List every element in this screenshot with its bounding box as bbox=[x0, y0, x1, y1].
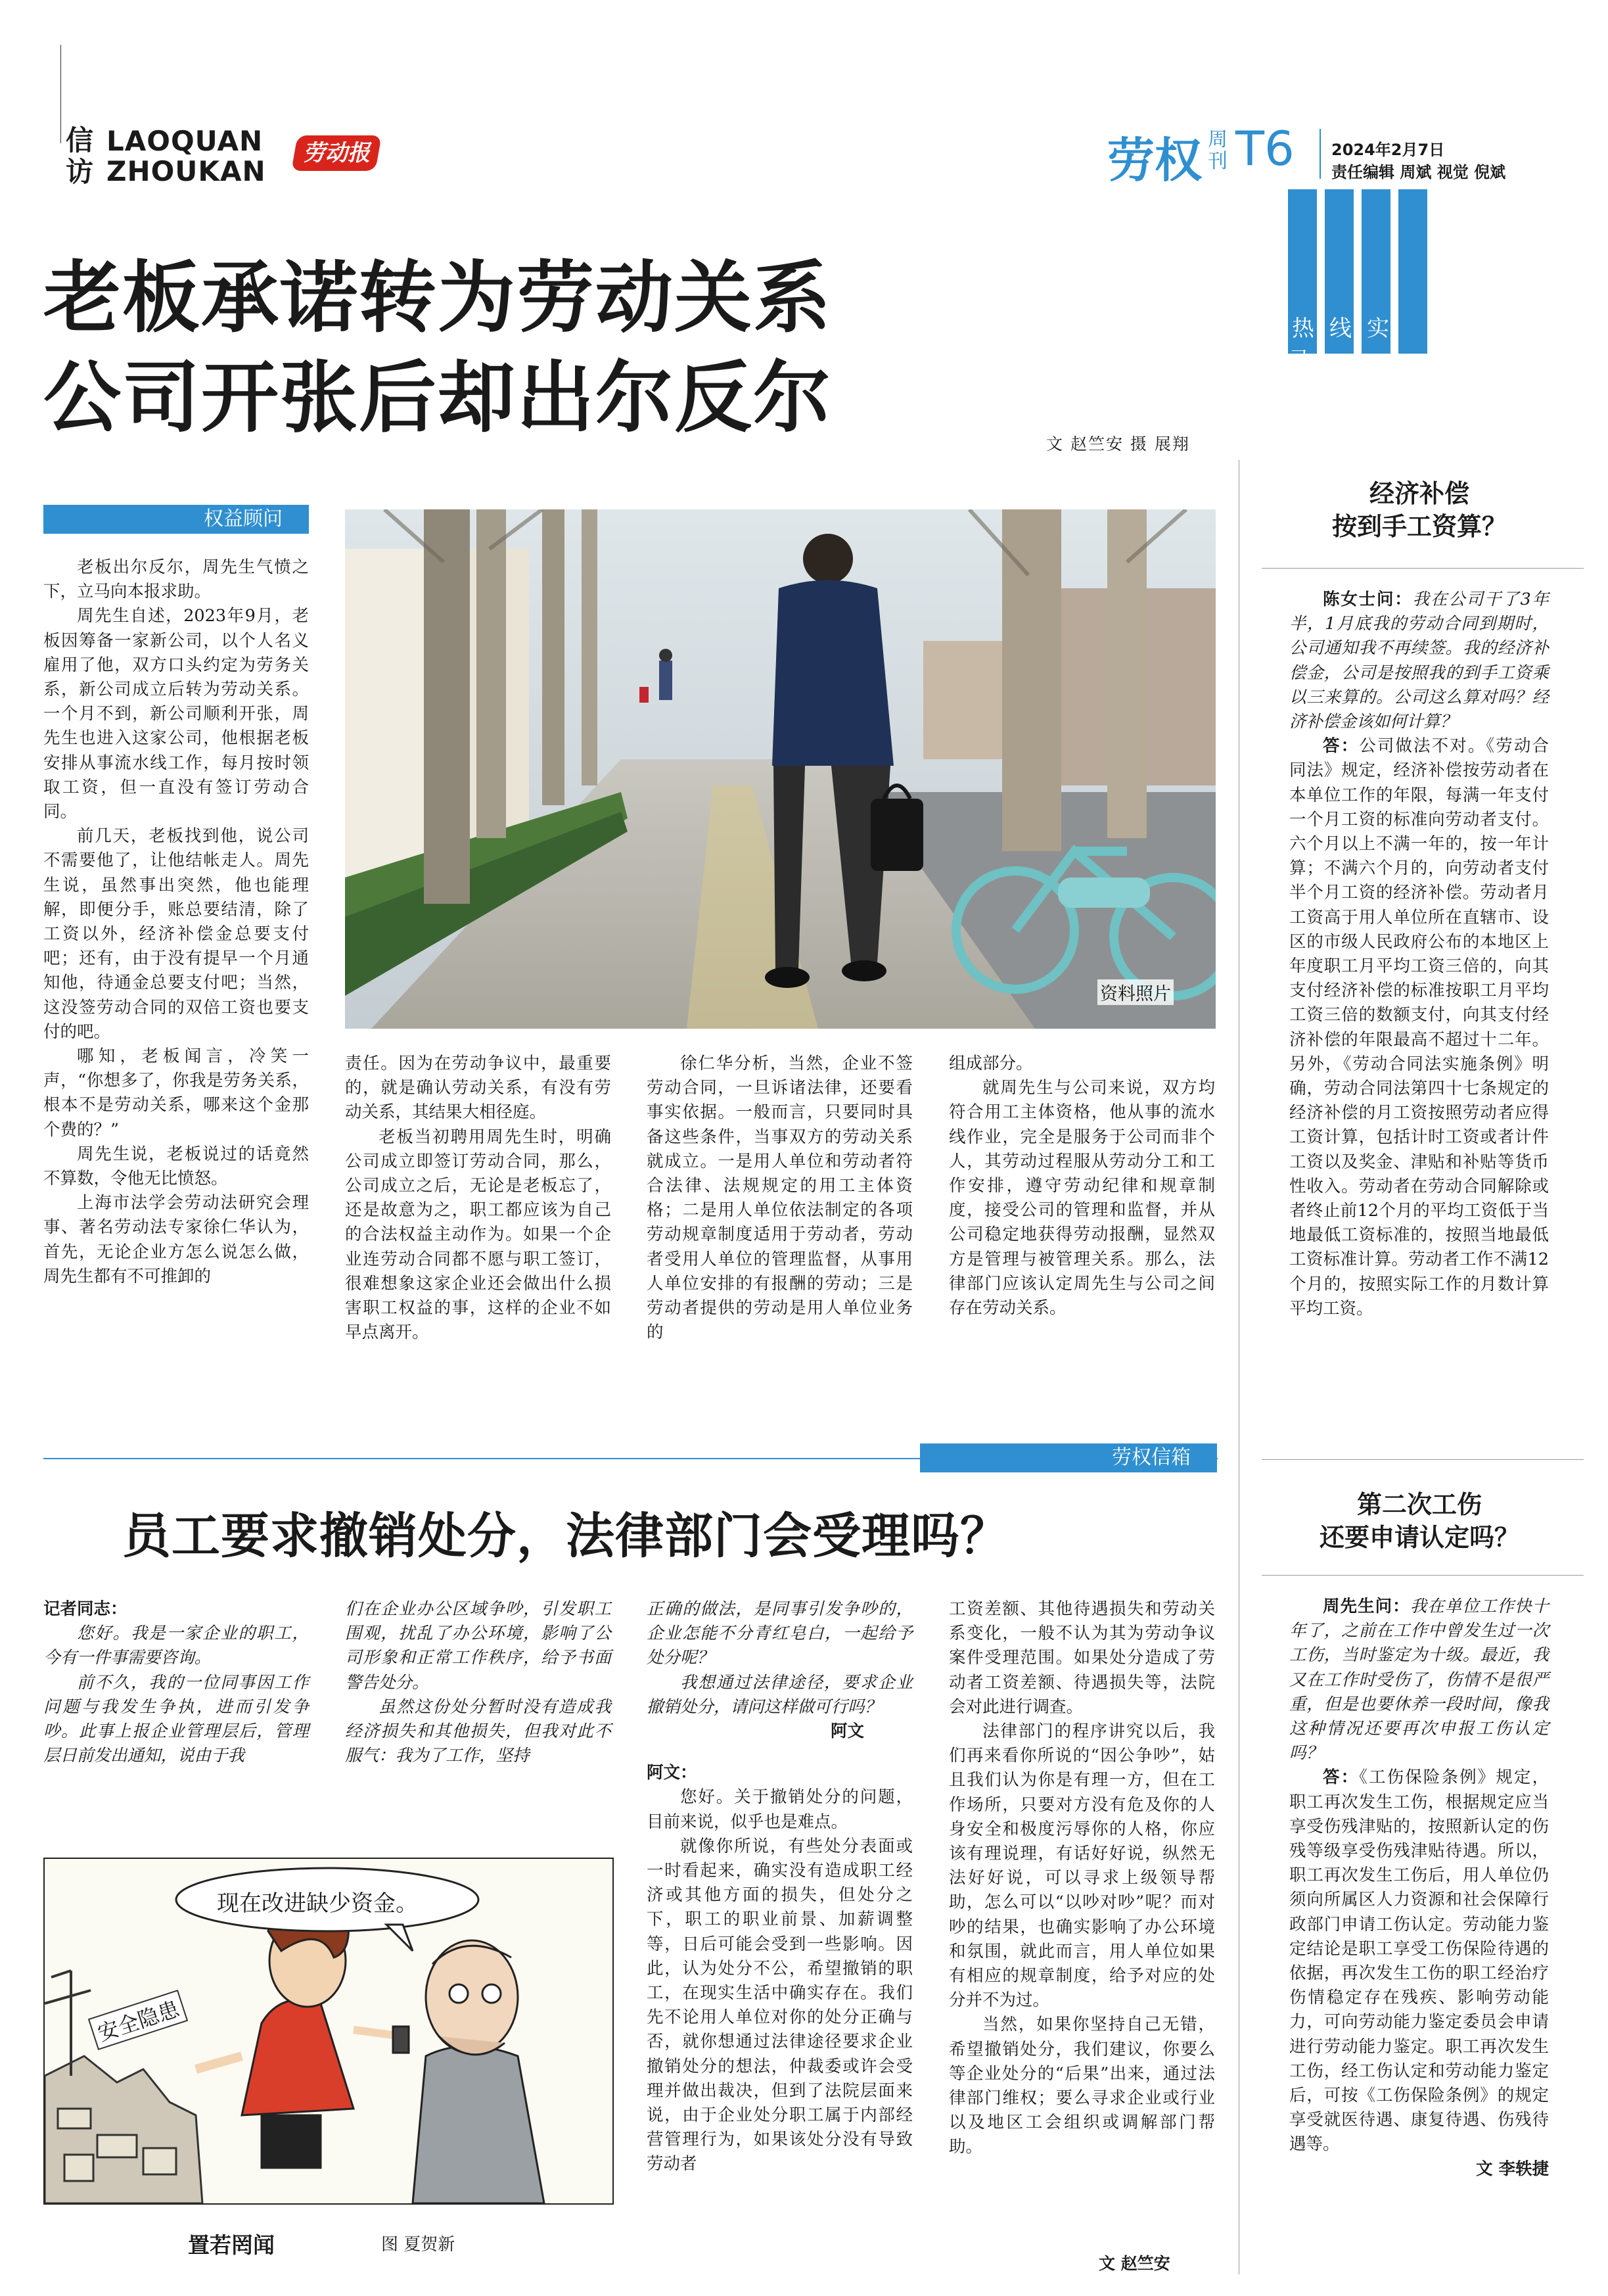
letter-reporter-label: 记者同志： bbox=[43, 1599, 127, 1619]
lead-col-2 bbox=[345, 1052, 611, 1345]
side2-title-line2: 还要申请认定吗？ bbox=[1319, 1522, 1519, 1552]
side2-answer bbox=[1289, 1766, 1549, 2157]
cartoon-sign: 安全隐患 bbox=[88, 1990, 188, 2050]
masthead-laoquan: LAOQUAN bbox=[106, 125, 264, 157]
letter-byline: 文 赵竺安 bbox=[1099, 2254, 1170, 2273]
section-bar-letter bbox=[920, 1443, 1217, 1472]
lead-paragraph: 上海市法学会劳动法研究会理事、著名劳动法专家徐仁华认为，首先，无论企业方怎么说怎么做，周先生都有不可推卸的 bbox=[43, 1193, 309, 1286]
side2-byline: 文 李轶捷 bbox=[1476, 2159, 1549, 2179]
lead-paragraph: 就周先生与公司来说，双方均符合用工主体资格，他从事的流水线作业，完全是服务于公司而非个人，其劳动过程服从劳动分工和工作安排，遵守劳动纪律和规章制度，接受公司的管理和监督，并从公司稳定地获得劳动报酬，显然双方是管理与被管理关系。那么，法律部门应该认定周先生与公司之间存在劳动关系。 bbox=[949, 1078, 1215, 1319]
side1-answer-label: 答： bbox=[1323, 736, 1360, 757]
street-photo-illustration bbox=[345, 509, 1216, 1029]
lead-byline: 文 赵竺安 摄 展翔 bbox=[1046, 434, 1190, 454]
cartoon-credit: 图 夏贺新 bbox=[381, 2235, 455, 2255]
section-bar-letter-label: 劳权信箱 bbox=[1112, 1446, 1191, 1469]
cartoon-title: 置若罔闻 bbox=[188, 2232, 275, 2258]
section-bar-rights bbox=[43, 505, 309, 534]
side2-title-line1: 第二次工伤 bbox=[1356, 1489, 1482, 1519]
photo-caption: 资料照片 bbox=[1097, 979, 1174, 1005]
side1-title-line2: 按到手工资算？ bbox=[1331, 511, 1507, 541]
lead-title-line2: 公司开张后却出尔反尔 bbox=[43, 352, 833, 443]
side2-top-rule bbox=[1262, 1459, 1584, 1460]
lead-paragraph: 前几天，老板找到他，说公司不需要他了，让他结帐走人。周先生说，虽然事出突然，他也能理解，即便分手，账总要结清，除了工资以外，经济补偿金总要支付吧；还有，由于没有提早一个月通知他，待通金总要支付吧；当然，这没签劳动合同的双倍工资也要支付的吧。 bbox=[43, 826, 309, 1042]
section-name: 劳权 bbox=[1107, 133, 1203, 188]
side2-answer-text: 《工伤保险条例》规定，职工再次发生工伤，根据规定应当享受伤残津贴的，按照新认定的伤残等级享受伤残津贴待遇。所以，职工再次发生工伤后，用人单位仍须向所属区人力资源和社会保障行政部门申请工伤认定。劳动能力鉴定结论是职工享受工伤保险待遇的依据，再次发生工伤的职工经治疗伤情稳定存在残疾、影响劳动能力，可向劳动能力鉴定委员会申请进行劳动能力鉴定。职工再次发生工伤，经工伤认定和劳动能力鉴定后，可按《工伤保险条例》的规定享受就医待遇、康复待遇、伤残待遇等。 bbox=[1289, 1768, 1549, 2155]
letter-paragraph: 您好。我是一家企业的职工，今有一件事需要咨询。 bbox=[43, 1624, 309, 1668]
letter-paragraph: 们在企业办公区域争吵，引发职工围观，扰乱了办公环境，影响了公司形象和正常工作秩序，给予书面警告处分。 bbox=[345, 1599, 611, 1693]
lead-paragraph: 责任。因为在劳动争议中，最重要的，就是确认劳动关系，有没有劳动关系，其结果大相径庭。 bbox=[345, 1054, 611, 1123]
side1-answer-text: 公司做法不对。《劳动合同法》规定，经济补偿按劳动者在本单位工作的年限，每满一年支付一个月工资的标准向劳动者支付。六个月以上不满一年的，按一年计算；不满六个月的，向劳动者支付半个月工资的经济补偿。劳动者月工资高于用人单位所在直辖市、设区的市级人民政府公布的本地区上年度职工月平均工资三倍的，向其支付经济补偿的标准按职工月平均工资三倍的数额支付，向其支付经济补偿的年限最高不超过十二年。另外，《劳动合同法实施条例》明确，劳动合同法第四十七条规定的经济补偿的月工资按照劳动者应得工资计算，包括计时工资或者计件工资以及奖金、津贴和补贴等货币性收入。劳动者在劳动合同解除或者终止前12个月的平均工资低于当地最低工资标准的，按照当地最低工资标准计算。劳动者工作不满12个月的，按照实际工作的月数计算平均工资。 bbox=[1289, 736, 1549, 1319]
lead-paragraph: 老板当初聘用周先生时，明确公司成立即签订劳动合同，那么，公司成立之后，无论是老板忘了，还是故意为之，职工都应该为自己的合法权益主动作为。如果一个企业连劳动合同都不愿与职工签订，很难想象这家企业还会做出什么损害职工权益的事，这样的企业不如早点离开。 bbox=[345, 1127, 611, 1343]
lead-paragraph: 徐仁华分析，当然，企业不签劳动合同，一旦诉诸法律，还要看事实依据。一般而言，只要同时具备这些条件，当事双方的劳动关系就成立。一是用人单位和劳动者符合法律、法规规定的用工主体资格；二是用人单位依法制定的各项劳动规章制度适用于劳动者，劳动者受用人单位的管理监督，从事用人单位安排的有报酬的劳动；三是劳动者提供的劳动是用人单位业务的 bbox=[647, 1054, 913, 1343]
section-zhoukan: 周刊 bbox=[1208, 128, 1228, 173]
masthead-divider bbox=[1320, 129, 1321, 179]
masthead-zhoukan: ZHOUKAN bbox=[106, 155, 266, 187]
lead-paragraph: 老板出尔反尔，周先生气愤之下，立马向本报求助。 bbox=[43, 557, 309, 602]
lead-photo bbox=[345, 509, 1216, 1029]
masthead-xinfang: 信访 bbox=[66, 124, 94, 188]
letter-col-1 bbox=[43, 1597, 309, 1768]
cartoon-speech: 现在改进缺少资金。 bbox=[217, 1890, 418, 1917]
letter-paragraph: 正确的做法，是同事引发争吵的，企业怎能不分青红皂白，一起给予处分呢？ bbox=[647, 1599, 913, 1668]
lead-paragraph: 周先生说，老板说过的话竟然不算数，令他无比愤怒。 bbox=[43, 1144, 309, 1189]
side2-answer-label: 答： bbox=[1323, 1768, 1360, 1788]
letter-col-2 bbox=[345, 1597, 611, 1768]
newspaper-logo bbox=[291, 135, 382, 171]
side1-title-line1: 经济补偿 bbox=[1369, 479, 1469, 508]
cartoon bbox=[43, 1858, 614, 2205]
lead-paragraph: 组成部分。 bbox=[949, 1054, 1033, 1073]
reply-paragraph: 法律部门的程序讲究以后，我们再来看你所说的“因公争吵”，姑且我们认为你是有理一方，但在工作场所，只要对方没有危及你的人身安全和极度污辱你的人格，你应该有理说理，有话好好说，纵然无法好好说，可以寻求上级领导帮助，怎么可以“以吵对吵”呢？而对吵的结果，也确实影响了办公环境和氛围，就此而言，用人单位如果有相应的规章制度，给予对应的处分并不为过。 bbox=[949, 1722, 1215, 2011]
reply-paragraph: 工资差额、其他待遇损失和劳动关系变化，一般不认为其为劳动争议案件受理范围。如果处分造成了劳动者工资差额、待遇损失等，法院会对此进行调查。 bbox=[949, 1599, 1215, 1717]
section-bar-rights-label: 权益顾问 bbox=[204, 507, 283, 530]
letter-col-3 bbox=[647, 1597, 913, 2177]
lead-paragraph: 周先生自述，2023年9月，老板因筹备一家新公司，以个人名义雇用了他，双方口头约定为劳务关系，新公司成立后转为劳动关系。一个月不到，新公司顺利开张，周先生也进入这家公司，他根据老板安排从事流水线工作，每月按时领取工资，但一直没有签订劳动合同。 bbox=[43, 606, 309, 822]
lead-paragraph: 哪知，老板闻言，冷笑一声，“你想多了，你我是劳务关系，根本不是劳动关系，哪来这个金那个费的？” bbox=[43, 1046, 309, 1140]
side2-question bbox=[1289, 1595, 1549, 1766]
letter-title: 员工要求撤销处分，法律部门会受理吗？ bbox=[122, 1508, 1009, 1564]
reply-paragraph: 就像你所说，有些处分表面或一时看起来，确实没有造成职工经济或其他方面的损失，但处分之下，职工的职业前景、加薪调整等，日后可能会受到一些影响。因此，认为处分不公，希望撤销的职工，在现实生活中确实存在。我们先不论用人单位对你的处分正确与否，就你想通过法律途径要求企业撤销处分的想法，仲裁委或许会受理并做出裁决，但到了法院层面来说，由于企业处分职工属于内部经营管理行为，如果该处分没有导致劳动者 bbox=[647, 1836, 913, 2174]
side1-question-text: 我在公司干了3年半，1月底我的劳动合同到期时，公司通知我不再续签。我的经济补偿金，公司是按照我的到手工资乘以三来算的。公司这么算对吗？经济补偿金该如何计算？ bbox=[1289, 590, 1549, 732]
side2-body bbox=[1289, 1595, 1549, 2182]
side1-question bbox=[1289, 588, 1549, 734]
masthead-rule bbox=[60, 45, 61, 143]
reply-paragraph: 当然，如果你坚持自己无错，希望撤销处分，我们建议，你要么等企业处分的“后果”出来，通过法律部门维权；要么寻求企业或行业以及地区工会组织或调解部门帮助。 bbox=[949, 2015, 1215, 2157]
letter-col-4 bbox=[949, 1597, 1215, 2160]
lead-title-line1: 老板承诺转为劳动关系 bbox=[43, 252, 833, 343]
issue-date: 2024年2月7日 bbox=[1331, 141, 1445, 159]
side2-rule bbox=[1262, 1575, 1584, 1576]
page-number: T6 bbox=[1235, 121, 1295, 176]
editors-line: 责任编辑 周斌 视觉 倪斌 bbox=[1331, 163, 1506, 181]
lead-col-4 bbox=[949, 1052, 1215, 1321]
side1-body bbox=[1289, 588, 1549, 1321]
reply-paragraph: 您好。关于撤销处分的问题，目前来说，似乎也是难点。 bbox=[647, 1787, 913, 1832]
side1-title bbox=[1255, 477, 1584, 543]
letter-paragraph: 虽然这份处分暂时没有造成我经济损失和其他损失，但我对此不服气：我为了工作，坚持 bbox=[345, 1697, 611, 1766]
side1-rule bbox=[1262, 568, 1584, 569]
column-tag bbox=[1288, 189, 1427, 374]
letter-signature: 阿文 bbox=[830, 1722, 864, 1742]
column-tag-text: 热线实录 bbox=[1288, 316, 1404, 374]
side2-question-label: 周先生问： bbox=[1323, 1597, 1410, 1616]
side1-answer bbox=[1289, 734, 1549, 1321]
letter-paragraph: 前不久，我的一位同事因工作问题与我发生争执，进而引发争吵。此事上报企业管理层后，管理层日前发出通知，说由于我 bbox=[43, 1672, 309, 1766]
letter-paragraph: 我想通过法律途径，要求企业撤销处分，请问这样做可行吗？ bbox=[647, 1672, 913, 1717]
side2-title bbox=[1255, 1488, 1584, 1554]
reply-label: 阿文： bbox=[647, 1763, 697, 1783]
lead-col-3 bbox=[647, 1052, 913, 1345]
side1-question-label: 陈女士问： bbox=[1323, 590, 1413, 609]
lead-col-1 bbox=[43, 555, 309, 1410]
side2-question-text: 我在单位工作快十年了，之前在工作中曾发生过一次工伤，当时鉴定为十级。最近，我又在工作时受伤了，伤情不是很严重，但是也要休养一段时间，像我这种情况还要再次申报工伤认定吗？ bbox=[1289, 1597, 1549, 1764]
newspaper-logo-text: 劳动报 bbox=[303, 140, 370, 166]
